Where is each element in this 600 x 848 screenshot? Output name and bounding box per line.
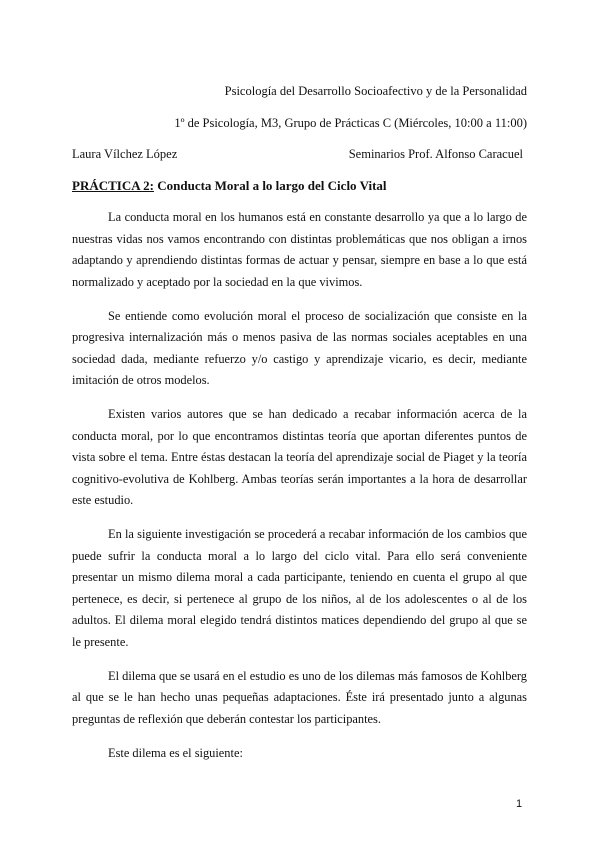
title-lead: PRÁCTICA 2:	[72, 178, 154, 193]
author-row	[72, 147, 527, 162]
group-header: 1º de Psicología, M3, Grupo de Prácticas C (Miércoles, 10:00 a 11:00)	[174, 116, 527, 130]
paragraph: La conducta moral en los humanos está en constante desarrollo ya que a lo largo de nuestras vidas nos vamos encontrando con distintas problemáticas que nos obligan a irnos adaptando y aprendiendo distintas formas de actuar y pensar, siempre en base a lo que está normalizado y aceptado por la sociedad en la que vivimos.	[72, 210, 527, 289]
paragraph: Existen varios autores que se han dedicado a recabar información acerca de la conducta moral, por lo que encontramos distintas teoría que aportan diferentes puntos de vista sobre el tema. Entre éstas destacan la teoría del aprendizaje social de Piaget y la teoría cognitivo-evolutiva de Kohlberg. Ambas teorías serán importantes a la hora de desarrollar este estudio.	[72, 407, 527, 507]
page-number: 1	[516, 798, 523, 810]
course-header: Psicología del Desarrollo Socioafectivo y de la Personalidad	[224, 84, 527, 98]
document-body	[72, 207, 527, 777]
document-title	[72, 178, 387, 194]
title-text: Conducta Moral a lo largo del Ciclo Vital	[153, 178, 387, 193]
paragraph: En la siguiente investigación se procederá a recabar información de los cambios que puede sufrir la conducta moral a lo largo del ciclo vital. Para ello será conveniente presentar un mismo dilema moral a cada participante, teniendo en cuenta el grupo al que pertenece, es decir, si pertenece al grupo de los niños, al de los adolescentes o al de los adultos. El dilema moral elegido tendrá distintos matices dependiendo del grupo al que se le presente.	[72, 527, 527, 649]
author-name: Laura Vílchez López	[72, 147, 178, 161]
paragraph: Se entiende como evolución moral el proceso de socialización que consiste en la progresiva internalización más o menos pasiva de las normas sociales aceptables en una sociedad dada, mediante refuerzo y/o castigo y aprendizaje vicario, es decir, mediante imitación de otros modelos.	[72, 308, 527, 387]
seminar-name: Seminarios Prof. Alfonso Caracuel	[348, 147, 523, 161]
paragraph: El dilema que se usará en el estudio es uno de los dilemas más famosos de Kohlberg al que se le han hecho unas pequeñas adaptaciones. Éste irá presentado junto a algunas preguntas de reflexión que deberán contestar los participantes.	[72, 668, 527, 726]
paragraph: Este dilema es el siguiente:	[108, 745, 243, 760]
